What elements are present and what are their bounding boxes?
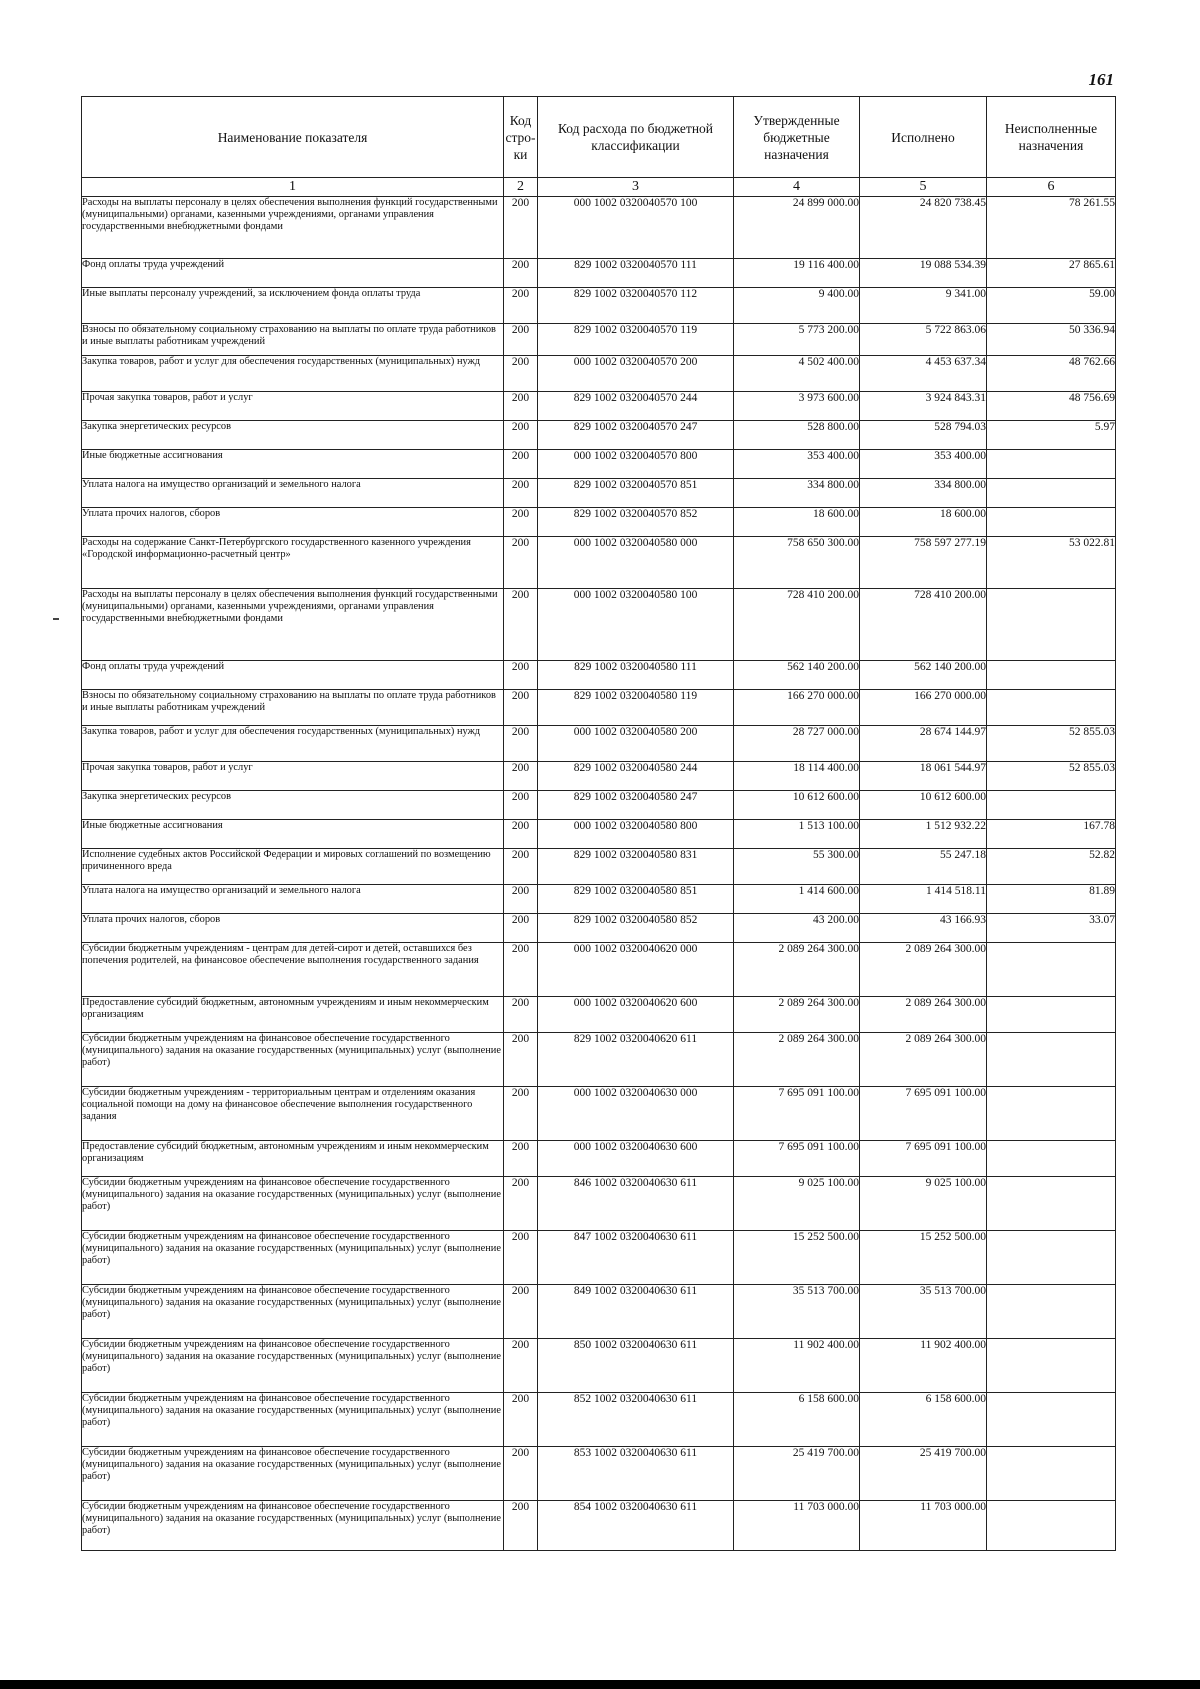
table-row [82,849,1116,885]
row-approved: 18 600.00 [734,508,860,537]
table-row [82,288,1116,324]
row-expense-code: 829 1002 0320040570 247 [538,421,734,450]
table-row [82,1231,1116,1285]
row-expense-code: 829 1002 0320040620 611 [538,1033,734,1087]
row-approved: 19 116 400.00 [734,259,860,288]
row-unexecuted: 48 756.69 [987,392,1116,421]
row-expense-code: 854 1002 0320040630 611 [538,1501,734,1551]
row-line-code: 200 [504,259,538,288]
row-executed: 15 252 500.00 [860,1231,987,1285]
budget-execution-table [81,96,1116,1551]
row-unexecuted: 52.82 [987,849,1116,885]
row-name: Прочая закупка товаров, работ и услуг [82,762,504,791]
row-executed: 7 695 091 100.00 [860,1141,987,1177]
row-expense-code: 853 1002 0320040630 611 [538,1447,734,1501]
row-executed: 19 088 534.39 [860,259,987,288]
row-executed: 4 453 637.34 [860,356,987,392]
row-unexecuted: 52 855.03 [987,762,1116,791]
row-executed: 28 674 144.97 [860,726,987,762]
row-unexecuted: 167.78 [987,820,1116,849]
row-name: Предоставление субсидий бюджетным, автономным учреждениям и иным некоммерческим организациям [82,997,504,1033]
row-unexecuted [987,589,1116,661]
row-name: Расходы на выплаты персоналу в целях обеспечения выполнения функций государственными (муниципальными) органами, казенными учреждениями, органами управления государственными внебюджетными фондами [82,197,504,259]
row-name: Иные бюджетные ассигнования [82,450,504,479]
row-line-code: 200 [504,1285,538,1339]
row-name: Субсидии бюджетным учреждениям на финансовое обеспечение государственного (муниципального) задания на оказание государственных (муниципальных) услуг (выполнение работ) [82,1033,504,1087]
row-approved: 9 025 100.00 [734,1177,860,1231]
row-line-code: 200 [504,943,538,997]
row-unexecuted [987,1393,1116,1447]
column-number: 3 [538,178,734,197]
row-line-code: 200 [504,997,538,1033]
row-unexecuted: 53 022.81 [987,537,1116,589]
row-line-code: 200 [504,1501,538,1551]
header-unexecuted: Неисполненные назначения [987,97,1116,178]
column-number: 2 [504,178,538,197]
row-expense-code: 846 1002 0320040630 611 [538,1177,734,1231]
row-executed: 758 597 277.19 [860,537,987,589]
row-name: Взносы по обязательному социальному страхованию на выплаты по оплате труда работников и иные выплаты работникам учреждений [82,690,504,726]
row-expense-code: 829 1002 0320040570 851 [538,479,734,508]
table-row [82,479,1116,508]
row-unexecuted: 81.89 [987,885,1116,914]
row-approved: 5 773 200.00 [734,324,860,356]
row-name: Субсидии бюджетным учреждениям на финансовое обеспечение государственного (муниципального) задания на оказание государственных (муниципальных) услуг (выполнение работ) [82,1285,504,1339]
row-approved: 6 158 600.00 [734,1393,860,1447]
row-name: Предоставление субсидий бюджетным, автономным учреждениям и иным некоммерческим организациям [82,1141,504,1177]
table-row [82,508,1116,537]
table-row [82,914,1116,943]
row-approved: 55 300.00 [734,849,860,885]
row-expense-code: 000 1002 0320040570 800 [538,450,734,479]
table-row [82,1393,1116,1447]
row-expense-code: 000 1002 0320040580 000 [538,537,734,589]
row-expense-code: 829 1002 0320040580 247 [538,791,734,820]
row-line-code: 200 [504,762,538,791]
row-name: Субсидии бюджетным учреждениям на финансовое обеспечение государственного (муниципального) задания на оказание государственных (муниципальных) услуг (выполнение работ) [82,1501,504,1551]
row-line-code: 200 [504,421,538,450]
row-name: Уплата налога на имущество организаций и земельного налога [82,885,504,914]
row-unexecuted [987,1177,1116,1231]
row-executed: 728 410 200.00 [860,589,987,661]
row-name: Субсидии бюджетным учреждениям - территориальным центрам и отделениям оказания социальной помощи на дому на финансовое обеспечение выполнения государственного задания [82,1087,504,1141]
row-approved: 166 270 000.00 [734,690,860,726]
row-name: Исполнение судебных актов Российской Федерации и мировых соглашений по возмещению причиненного вреда [82,849,504,885]
row-name: Иные выплаты персоналу учреждений, за исключением фонда оплаты труда [82,288,504,324]
row-line-code: 200 [504,450,538,479]
row-approved: 28 727 000.00 [734,726,860,762]
table-row [82,791,1116,820]
row-unexecuted: 52 855.03 [987,726,1116,762]
row-line-code: 200 [504,914,538,943]
row-unexecuted [987,479,1116,508]
row-unexecuted [987,1033,1116,1087]
row-approved: 562 140 200.00 [734,661,860,690]
row-executed: 562 140 200.00 [860,661,987,690]
row-name: Субсидии бюджетным учреждениям на финансовое обеспечение государственного (муниципального) задания на оказание государственных (муниципальных) услуг (выполнение работ) [82,1339,504,1393]
row-expense-code: 000 1002 0320040570 200 [538,356,734,392]
row-name: Прочая закупка товаров, работ и услуг [82,392,504,421]
row-line-code: 200 [504,537,538,589]
row-unexecuted [987,1231,1116,1285]
table-row [82,690,1116,726]
row-expense-code: 000 1002 0320040620 600 [538,997,734,1033]
row-expense-code: 829 1002 0320040570 852 [538,508,734,537]
row-line-code: 200 [504,508,538,537]
column-number: 6 [987,178,1116,197]
table-row [82,1285,1116,1339]
row-line-code: 200 [504,1339,538,1393]
row-approved: 10 612 600.00 [734,791,860,820]
row-unexecuted: 33.07 [987,914,1116,943]
row-approved: 25 419 700.00 [734,1447,860,1501]
row-executed: 3 924 843.31 [860,392,987,421]
row-unexecuted: 50 336.94 [987,324,1116,356]
table-row [82,589,1116,661]
row-unexecuted [987,1285,1116,1339]
row-unexecuted [987,1339,1116,1393]
row-approved: 11 902 400.00 [734,1339,860,1393]
row-unexecuted [987,1141,1116,1177]
row-expense-code: 850 1002 0320040630 611 [538,1339,734,1393]
table-row [82,259,1116,288]
row-expense-code: 829 1002 0320040580 119 [538,690,734,726]
row-name: Уплата налога на имущество организаций и земельного налога [82,479,504,508]
row-executed: 24 820 738.45 [860,197,987,259]
table-row [82,943,1116,997]
row-name: Фонд оплаты труда учреждений [82,259,504,288]
row-executed: 55 247.18 [860,849,987,885]
row-line-code: 200 [504,661,538,690]
header-row [82,97,1116,178]
table-row [82,356,1116,392]
row-line-code: 200 [504,1033,538,1087]
table-row [82,1177,1116,1231]
row-unexecuted: 59.00 [987,288,1116,324]
table-row [82,392,1116,421]
row-approved: 7 695 091 100.00 [734,1087,860,1141]
row-line-code: 200 [504,1087,538,1141]
row-executed: 7 695 091 100.00 [860,1087,987,1141]
table-row [82,997,1116,1033]
row-executed: 35 513 700.00 [860,1285,987,1339]
row-approved: 43 200.00 [734,914,860,943]
row-name: Закупка энергетических ресурсов [82,791,504,820]
row-approved: 2 089 264 300.00 [734,1033,860,1087]
row-unexecuted: 78 261.55 [987,197,1116,259]
column-number: 5 [860,178,987,197]
row-approved: 728 410 200.00 [734,589,860,661]
row-executed: 1 414 518.11 [860,885,987,914]
table-row [82,661,1116,690]
row-expense-code: 000 1002 0320040570 100 [538,197,734,259]
row-name: Субсидии бюджетным учреждениям на финансовое обеспечение государственного (муниципального) задания на оказание государственных (муниципальных) услуг (выполнение работ) [82,1447,504,1501]
row-line-code: 200 [504,1393,538,1447]
row-name: Субсидии бюджетным учреждениям на финансовое обеспечение государственного (муниципального) задания на оказание государственных (муниципальных) услуг (выполнение работ) [82,1177,504,1231]
table-row [82,450,1116,479]
row-expense-code: 829 1002 0320040580 851 [538,885,734,914]
scan-edge-bar [0,1680,1200,1689]
row-executed: 1 512 932.22 [860,820,987,849]
row-unexecuted [987,1087,1116,1141]
row-expense-code: 829 1002 0320040570 119 [538,324,734,356]
row-executed: 11 902 400.00 [860,1339,987,1393]
row-name: Иные бюджетные ассигнования [82,820,504,849]
row-line-code: 200 [504,690,538,726]
table-row [82,1033,1116,1087]
table-row [82,324,1116,356]
row-approved: 11 703 000.00 [734,1501,860,1551]
row-unexecuted [987,450,1116,479]
row-approved: 4 502 400.00 [734,356,860,392]
row-name: Расходы на содержание Санкт-Петербургского государственного казенного учреждения «Городской информационно-расчетный центр» [82,537,504,589]
row-line-code: 200 [504,726,538,762]
row-executed: 2 089 264 300.00 [860,997,987,1033]
row-expense-code: 829 1002 0320040570 244 [538,392,734,421]
row-unexecuted: 48 762.66 [987,356,1116,392]
header-approved: Утвержденные бюджетные назначения [734,97,860,178]
row-line-code: 200 [504,820,538,849]
row-expense-code: 829 1002 0320040580 111 [538,661,734,690]
table-row [82,1447,1116,1501]
row-expense-code: 000 1002 0320040580 100 [538,589,734,661]
row-approved: 9 400.00 [734,288,860,324]
row-expense-code: 849 1002 0320040630 611 [538,1285,734,1339]
row-approved: 35 513 700.00 [734,1285,860,1339]
table-row [82,1141,1116,1177]
row-line-code: 200 [504,392,538,421]
row-unexecuted [987,661,1116,690]
column-number: 1 [82,178,504,197]
row-line-code: 200 [504,1141,538,1177]
row-name: Закупка энергетических ресурсов [82,421,504,450]
row-executed: 9 341.00 [860,288,987,324]
row-executed: 334 800.00 [860,479,987,508]
row-approved: 2 089 264 300.00 [734,943,860,997]
row-name: Закупка товаров, работ и услуг для обеспечения государственных (муниципальных) нужд [82,356,504,392]
row-executed: 25 419 700.00 [860,1447,987,1501]
table-row [82,1501,1116,1551]
row-unexecuted: 27 865.61 [987,259,1116,288]
margin-mark [53,618,59,620]
row-executed: 43 166.93 [860,914,987,943]
row-line-code: 200 [504,589,538,661]
row-approved: 24 899 000.00 [734,197,860,259]
row-approved: 15 252 500.00 [734,1231,860,1285]
table-row [82,726,1116,762]
row-unexecuted [987,690,1116,726]
row-line-code: 200 [504,197,538,259]
row-expense-code: 852 1002 0320040630 611 [538,1393,734,1447]
header-executed: Исполнено [860,97,987,178]
row-name: Уплата прочих налогов, сборов [82,914,504,943]
row-expense-code: 829 1002 0320040580 831 [538,849,734,885]
row-line-code: 200 [504,791,538,820]
row-line-code: 200 [504,885,538,914]
row-expense-code: 829 1002 0320040580 244 [538,762,734,791]
row-executed: 2 089 264 300.00 [860,943,987,997]
row-line-code: 200 [504,849,538,885]
row-executed: 528 794.03 [860,421,987,450]
table-row [82,537,1116,589]
header-indicator-name: Наименование показателя [82,97,504,178]
column-number: 4 [734,178,860,197]
row-name: Уплата прочих налогов, сборов [82,508,504,537]
row-unexecuted [987,1501,1116,1551]
row-expense-code: 829 1002 0320040580 852 [538,914,734,943]
page-number: 161 [1088,70,1114,89]
column-number-row [82,178,1116,197]
row-name: Субсидии бюджетным учреждениям на финансовое обеспечение государственного (муниципального) задания на оказание государственных (муниципальных) услуг (выполнение работ) [82,1231,504,1285]
row-name: Субсидии бюджетным учреждениям на финансовое обеспечение государственного (муниципального) задания на оказание государственных (муниципальных) услуг (выполнение работ) [82,1393,504,1447]
row-line-code: 200 [504,356,538,392]
table-row [82,762,1116,791]
row-approved: 18 114 400.00 [734,762,860,791]
row-approved: 334 800.00 [734,479,860,508]
row-name: Взносы по обязательному социальному страхованию на выплаты по оплате труда работников и иные выплаты работникам учреждений [82,324,504,356]
row-executed: 5 722 863.06 [860,324,987,356]
table-body [82,197,1116,1551]
table-row [82,421,1116,450]
table-row [82,197,1116,259]
row-expense-code: 000 1002 0320040630 600 [538,1141,734,1177]
row-expense-code: 000 1002 0320040620 000 [538,943,734,997]
row-unexecuted [987,943,1116,997]
row-line-code: 200 [504,1447,538,1501]
row-name: Субсидии бюджетным учреждениям - центрам для детей-сирот и детей, оставшихся без попечения родителей, на финансовое обеспечение выполнения государственного задания [82,943,504,997]
row-approved: 1 414 600.00 [734,885,860,914]
row-unexecuted [987,508,1116,537]
row-approved: 2 089 264 300.00 [734,997,860,1033]
row-executed: 166 270 000.00 [860,690,987,726]
row-executed: 18 061 544.97 [860,762,987,791]
row-expense-code: 829 1002 0320040570 112 [538,288,734,324]
header-expense-code: Код расхода по бюджетной классификации [538,97,734,178]
row-name: Закупка товаров, работ и услуг для обеспечения государственных (муниципальных) нужд [82,726,504,762]
row-executed: 9 025 100.00 [860,1177,987,1231]
row-approved: 1 513 100.00 [734,820,860,849]
row-unexecuted [987,791,1116,820]
row-unexecuted [987,1447,1116,1501]
table-row [82,1339,1116,1393]
row-expense-code: 829 1002 0320040570 111 [538,259,734,288]
row-name: Фонд оплаты труда учреждений [82,661,504,690]
table-row [82,885,1116,914]
row-executed: 18 600.00 [860,508,987,537]
table-row [82,820,1116,849]
row-expense-code: 000 1002 0320040580 200 [538,726,734,762]
row-approved: 3 973 600.00 [734,392,860,421]
row-executed: 353 400.00 [860,450,987,479]
row-approved: 528 800.00 [734,421,860,450]
row-approved: 353 400.00 [734,450,860,479]
row-line-code: 200 [504,324,538,356]
row-unexecuted: 5.97 [987,421,1116,450]
row-line-code: 200 [504,1177,538,1231]
row-expense-code: 000 1002 0320040580 800 [538,820,734,849]
row-executed: 10 612 600.00 [860,791,987,820]
row-approved: 758 650 300.00 [734,537,860,589]
row-line-code: 200 [504,479,538,508]
row-unexecuted [987,997,1116,1033]
row-expense-code: 000 1002 0320040630 000 [538,1087,734,1141]
row-executed: 6 158 600.00 [860,1393,987,1447]
row-executed: 2 089 264 300.00 [860,1033,987,1087]
table-row [82,1087,1116,1141]
header-line-code: Код стро-ки [504,97,538,178]
row-approved: 7 695 091 100.00 [734,1141,860,1177]
row-executed: 11 703 000.00 [860,1501,987,1551]
row-name: Расходы на выплаты персоналу в целях обеспечения выполнения функций государственными (муниципальными) органами, казенными учреждениями, органами управления государственными внебюджетными фондами [82,589,504,661]
row-expense-code: 847 1002 0320040630 611 [538,1231,734,1285]
row-line-code: 200 [504,1231,538,1285]
row-line-code: 200 [504,288,538,324]
